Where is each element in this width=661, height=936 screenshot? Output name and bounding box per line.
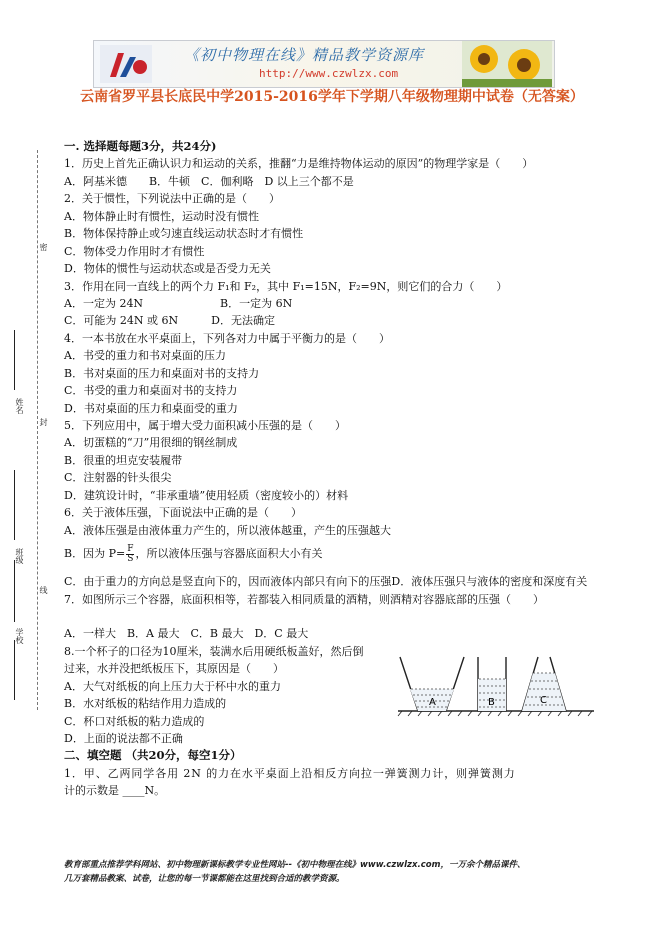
section-heading: 二、填空题 （共20分，每空1分）: [64, 748, 242, 763]
question-line: 7．如图所示三个容器，底面积相等，若都装入相同质量的酒精，则酒精对容器底部的压强（ ）: [64, 592, 544, 606]
question-line: A．一样大 B．A 最大 C．B 最大 D．C 最大: [64, 627, 309, 641]
question-line: A．阿基米德 B．牛顿 C．伽利略 D 以上三个都不是: [64, 174, 354, 188]
seal-mark: 线: [39, 586, 48, 594]
question-line: 8.一个杯子的口径为10厘米，装满水后用硬纸板盖好，然后倒: [64, 644, 364, 658]
footer-line: 几万套精品教案、试卷，让您的每一节课都能在这里找到合适的教学资源。: [64, 874, 345, 884]
question-line: A．切蛋糕的“刀”用很细的钢丝制成: [64, 436, 238, 450]
question-line: B．很重的坦克安装履带: [64, 453, 183, 467]
binding-line: [37, 150, 38, 710]
pressure-fraction: [126, 545, 134, 564]
section-heading: 一. 选择题每题3分，共24分): [64, 139, 217, 153]
question-line: C．书受的重力和桌面对书的支持力: [64, 384, 238, 398]
question-line: 4．一本书放在水平桌面上，下列各对力中属于平衡力的是（ ）: [64, 331, 390, 345]
question-line-formula: [64, 539, 594, 569]
school-label: 学校: [15, 628, 24, 644]
question-line: D．上面的说法都不正确: [64, 732, 183, 746]
header-banner: [93, 40, 555, 88]
footer-line: 教育部重点推荐学科网站、初中物理新课标教学专业性网站--《初中物理在线》www.czwlzx.com，一万余个精品课件、: [64, 860, 526, 870]
name-label: 姓名: [15, 398, 24, 414]
sunflower-icon: [462, 41, 552, 87]
fraction-denominator: S: [127, 553, 134, 564]
question-line: D．物体的惯性与运动状态或是否受力无关: [64, 262, 271, 276]
formula-prefix: B．因为 P=: [64, 547, 126, 561]
container-b-label: B: [488, 697, 495, 708]
exam-title: 云南省罗平县长底民中学2015-2016学年下学期八年级物理期中试卷（无答案）: [80, 89, 584, 105]
class-label: 班级: [15, 548, 24, 564]
question-line: C．由于重力的方向总是竖直向下的，因而液体内部只有向下的压强D．液体压强只与液体的密度和深度有关: [64, 575, 588, 589]
page-footer: [64, 858, 604, 886]
banner-title: 《初中物理在线》精品教学资源库: [184, 46, 425, 64]
question-line: B．物体保持静止或匀速直线运动状态时才有惯性: [64, 227, 304, 241]
question-line: 3．作用在同一直线上的两个力 F₁和 F₂，其中 F₁=15N，F₂=9N，则它们的合力（ ）: [64, 279, 508, 293]
container-c-label: C: [540, 695, 547, 706]
question-line: D．书对桌面的压力和桌面受的重力: [64, 401, 238, 415]
question-line: D．建筑设计时，“非承重墙”使用轻质（密度较小的）材料: [64, 488, 349, 502]
question-line: A．液体压强是由液体重力产生的，所以液体越重，产生的压强越大: [64, 523, 391, 537]
container-a-label: A: [429, 697, 436, 708]
seal-mark: 密: [39, 243, 48, 251]
formula-suffix: ，所以液体压强与容器底面积大小有关: [135, 547, 323, 561]
question-line: 2．关于惯性，下列说法中正确的是（ ）: [64, 192, 280, 206]
fraction-numerator: F: [127, 543, 134, 554]
question-line: A．书受的重力和书对桌面的压力: [64, 349, 226, 363]
question-line: A．一定为 24N B．一定为 6N: [64, 296, 293, 310]
site-logo-icon: [100, 45, 152, 83]
question-line: C．物体受力作用时才有惯性: [64, 244, 205, 258]
question-line: 1．历史上首先正确认识力和运动的关系，推翻“力是维持物体运动的原因”的物理学家是（ ）: [64, 157, 534, 171]
question-line: A．物体静止时有惯性，运动时没有惯性: [64, 209, 259, 223]
question-line: 计的示数是 ____N。: [64, 784, 166, 798]
question-line: 5．下列应用中，属于增大受力面积减小压强的是（ ）: [64, 419, 346, 432]
banner-url: http://www.czwlzx.com: [259, 67, 399, 80]
question-line: A．大气对纸板的向上压力大于杯中水的重力: [64, 679, 281, 693]
question-line: B．书对桌面的压力和桌面对书的支持力: [64, 366, 260, 380]
question-line: B．水对纸板的粘结作用力造成的: [64, 697, 227, 711]
question-line: C．注射器的针头很尖: [64, 471, 172, 485]
three-containers-diagram: [396, 653, 596, 717]
question-line: C．可能为 24N 或 6N D．无法确定: [64, 314, 275, 328]
question-line: 1．甲、乙两同学各用 2N 的力在水平桌面上沿相反方向拉一弹簧测力计，则弹簧测力: [64, 766, 516, 780]
blank-line: [64, 608, 594, 625]
question-line: 过来，水并没把纸板压下，其原因是（ ）: [64, 662, 284, 676]
question-line: C．杯口对纸板的粘力造成的: [64, 714, 205, 728]
seal-mark: 封: [39, 418, 48, 426]
question-line: 6．关于液体压强，下面说法中正确的是（ ）: [64, 506, 302, 520]
